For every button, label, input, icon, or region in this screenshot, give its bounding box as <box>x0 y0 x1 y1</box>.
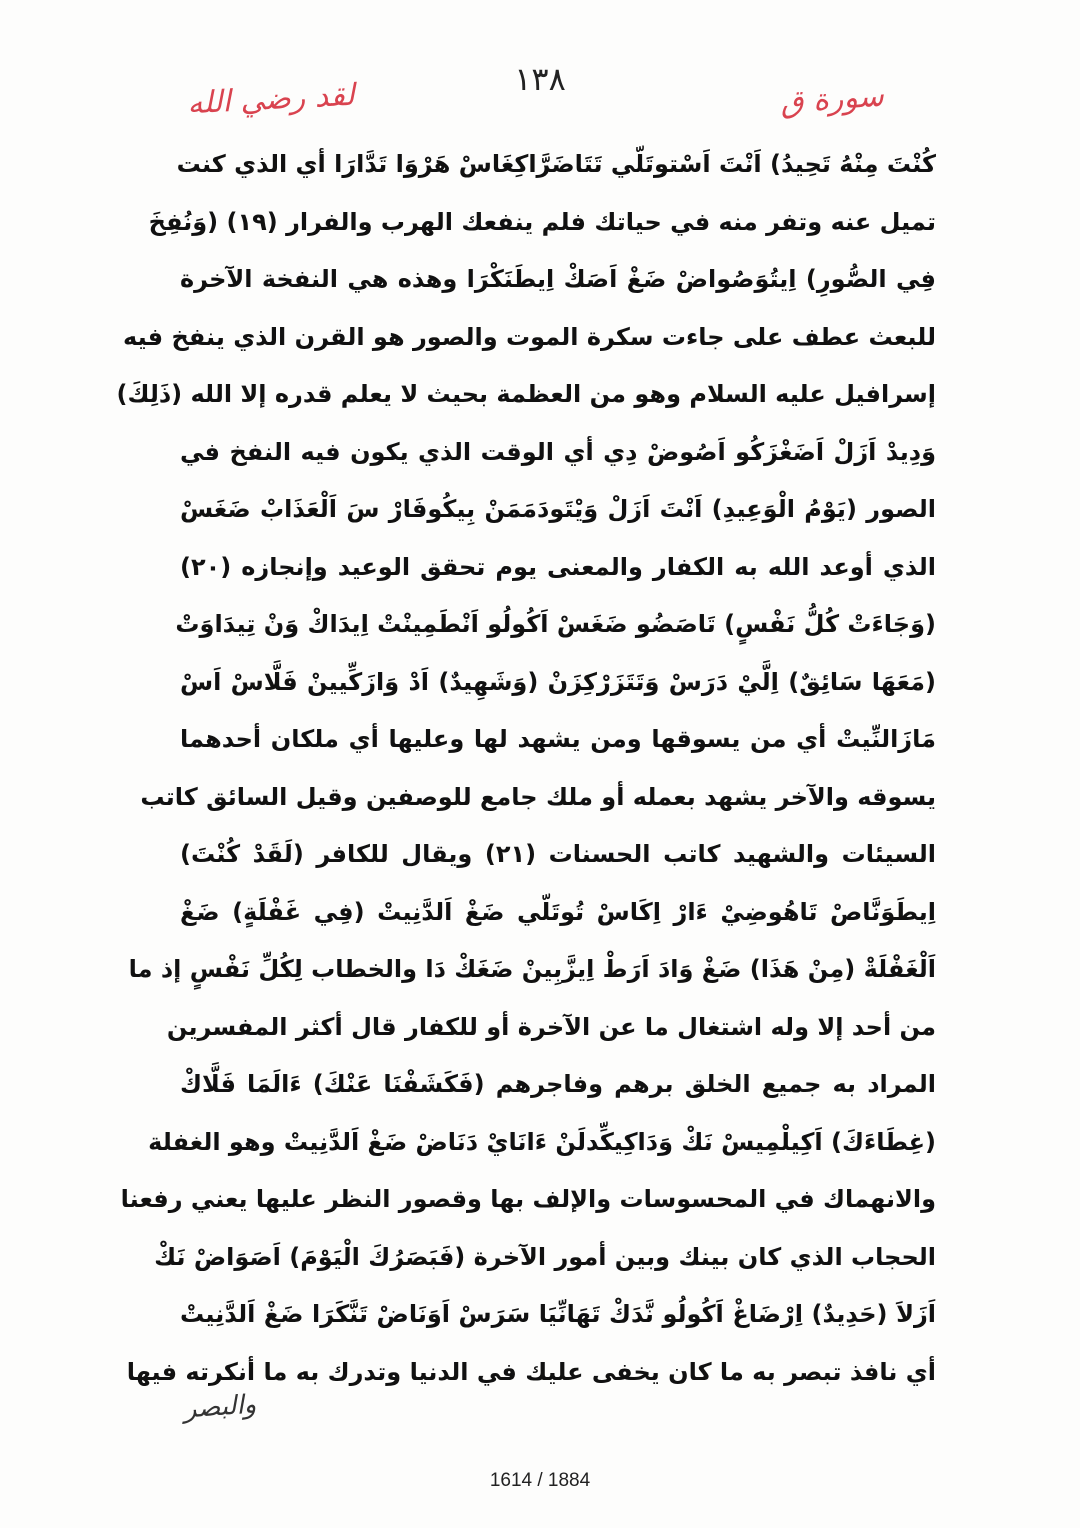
text-line: اَزَلاَ (حَدِيدٌ) اِرْضَاغْ اَكُولُو نَّدَكْ تَهَانِّيَا سَرَسْ اَوَنَاضْ تَنَّكَرَا ضَغْ اَلدَّنِيتْ <box>180 1300 936 1328</box>
page-counter: 1614 / 1884 <box>489 1470 591 1491</box>
text-line: من أحد إلا وله اشتغال ما عن الآخرة أو للكفار قال أكثر المفسرين <box>166 1012 936 1041</box>
page-number: ١٣٨ <box>514 60 566 98</box>
text-line: وَدِيدْ اَزَلْ اَضَغْزَكُو اَصُوضْ دِي أي الوقت الذي يكون فيه النفخ في <box>180 437 936 466</box>
body-text <box>116 136 936 1401</box>
text-line: الحجاب الذي كان بينك وبين أمور الآخرة (فَبَصَرُكَ الْيَوْمَ) اَصَوَاضْ نَكْ <box>154 1242 936 1271</box>
text-line: اَلْغَفْلَةْ (مِنْ هَذَا) ضَغْ وَادَ اَرَطْ اِيزَّبِينْ ضَغَكْ دَا والخطاب لِكُلِّ نَفْسٍ إذ ما <box>128 955 936 983</box>
text-line: للبعث عطف على جاءت سكرة الموت والصور هو القرن الذي ينفخ فيه <box>123 322 936 351</box>
text-line: الصور (يَوْمُ الْوَعِيدِ) اَنْتَ اَزَلْ وَيْتَودَمَمَنْ بِيكُوفَارْ سَ اَلْعَذَابْ ضَغَسْ <box>180 495 936 523</box>
text-line: والانهماك في المحسوسات والإلف بها وقصور النظر عليها يعني رفعنا <box>120 1185 936 1213</box>
text-line: يسوقه والآخر يشهد بعمله أو ملك جامع للوصفين وقيل السائق كاتب <box>140 782 936 811</box>
text-line: (وَجَاءَتْ كُلُّ نَفْسٍ) تَاصَضُو ضَغَسْ اَكُولُو اَنْطَمِينْتْ اِيدَاكْ وَنْ تِيدَاوَتْ <box>175 610 936 638</box>
text-line: اِيطَوَنَّاصْ تَاهُوضِيْ ءَارْ اِكَاسْ تُوتَلّي ضَغْ اَلدَّنِيتْ (فِي غَفْلَةٍ) ضَغْ <box>180 897 936 926</box>
catchword: والبصر <box>182 1389 258 1425</box>
text-line: فِي الصُّورِ) اِيتُوَصُواضْ ضَغْ اَصَكْ اِيطَنَكْرَا وهذه هي النفخة الآخرة <box>180 265 936 293</box>
text-line: أي نافذ تبصر به ما كان يخفى عليك في الدنيا وتدرك به ما أنكرته فيها <box>126 1357 936 1386</box>
text-line: (غِطَاءَكَ) اَكِيلْمِيسْ نَكْ وَدَاكِيكِّدلَنْ ءَانَايْ دَنَاضْ ضَغْ اَلدَّنِيتْ وهو الغفلة <box>148 1127 936 1156</box>
text-line: إسرافيل عليه السلام وهو من العظمة بحيث لا يعلم قدره إلا الله (ذَلِكَ) <box>116 380 936 408</box>
text-line: كُنْتَ مِنْهُ تَحِيدُ) اَنْتَ اَسْتوتَلّي تَتَاضَرَّاكِغَاسْ هَرْوَا تَدَّارَا أي الذي كنت <box>176 150 936 178</box>
text-line: الذي أوعد الله به الكفار والمعنى يوم تحقق الوعيد وإنجازه (٢٠) <box>180 552 936 581</box>
handwritten-verse-note: لقد رضي الله <box>186 77 356 122</box>
text-line: مَازَالنِّيتْ أي من يسوقها ومن يشهد لها وعليها أي ملكان أحدهما <box>180 725 936 753</box>
text-line: السيئات والشهيد كاتب الحسنات (٢١) ويقال للكافر (لَقَدْ كُنْتَ) <box>180 840 936 868</box>
handwritten-surah-note: سورة ق <box>779 78 885 121</box>
text-line: تميل عنه وتفر منه في حياتك فلم ينفعك الهرب والفرار (١٩) (وَنُفِخَ <box>148 207 936 236</box>
text-line: (مَعَهَا سَائِقٌ) اِلَّيْ دَرَسْ وَتَتَزَرْكِزَنْ (وَشَهِيدٌ) اَدْ وَازَكِّيينْ فَلَّاسْ اَسْ <box>180 667 936 696</box>
text-line: المراد به جميع الخلق برهم وفاجرهم (فَكَشَفْنَا عَنْكَ) ءَالَمَا فَلَّاكْ <box>180 1070 936 1098</box>
